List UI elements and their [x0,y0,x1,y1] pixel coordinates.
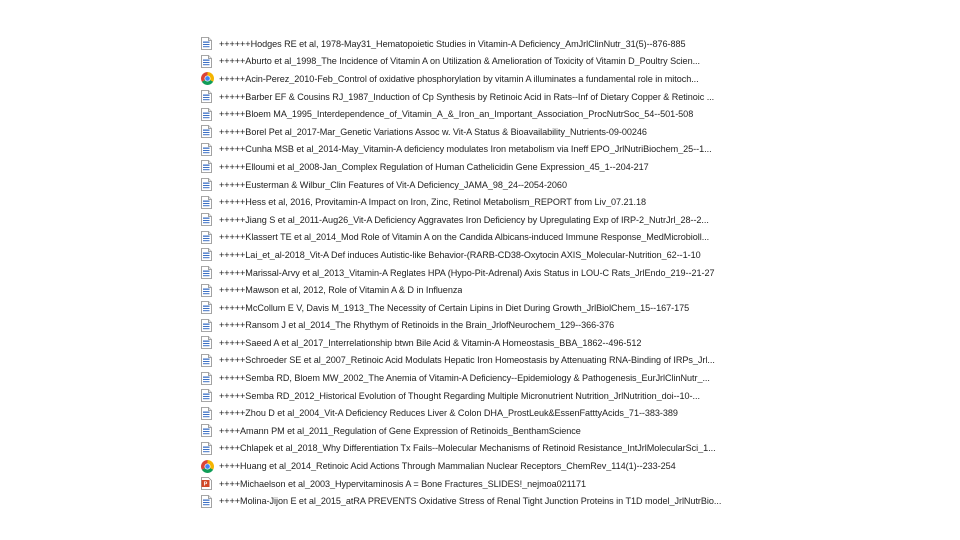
file-name[interactable]: +++++Ransom J et al_2014_The Rhythym of Retinoids in the Brain_JrlofNeurochem_129--366-376 [219,320,615,331]
document-icon [201,266,212,279]
file-name[interactable]: ++++Chlapek et al_2018_Why Differentiation Tx Fails--Molecular Mechanisms of Retinoid Resistance_IntJrlMolecularSci_1... [219,443,716,454]
document-icon [201,424,212,437]
file-row[interactable] [201,492,761,510]
file-name[interactable]: ++++++Hodges RE et al, 1978-May31_Hematopoietic Studies in Vitamin-A Deficiency_AmJrlClinNutr_31(5)--876-885 [219,38,686,49]
file-row[interactable] [201,70,761,88]
file-name[interactable]: +++++Eusterman & Wilbur_Clin Features of Vit-A Deficiency_JAMA_98_24--2054-2060 [219,179,567,190]
chrome-icon [201,72,212,85]
file-name[interactable]: +++++Cunha MSB et al_2014-May_Vitamin-A deficiency modulates Iron metabolism via Ineff EPO_JrlNutriBiochem_25--1... [219,144,712,155]
document-icon [201,178,212,191]
file-row[interactable] [201,35,761,53]
file-name[interactable]: +++++Aburto et al_1998_The Incidence of Vitamin A on Utilization & Amelioration of Toxicity of Vitamin D_Poultry Scien... [219,56,701,67]
document-icon [201,319,212,332]
file-name[interactable]: +++++Jiang S et al_2011-Aug26_Vit-A Deficiency Aggravates Iron Deficiency by Upregulating Exp of IRP-2_NutrJrl_28--2... [219,214,709,225]
file-row[interactable] [201,264,761,282]
file-row[interactable] [201,88,761,106]
file-row[interactable] [201,229,761,247]
file-row[interactable] [201,246,761,264]
file-row[interactable] [201,422,761,440]
file-name[interactable]: +++++Bloem MA_1995_Interdependence_of_Vitamin_A_&_Iron_an_Important_Association_ProcNutrSoc_54--501-508 [219,109,694,120]
document-icon [201,442,212,455]
document-icon [201,108,212,121]
file-name[interactable]: +++++Marissal-Arvy et al_2013_Vitamin-A Reglates HPA (Hypo-Pit-Adrenal) Axis Status in LOU-C Rats_JrlEndo_219--21-27 [219,267,715,278]
file-name[interactable]: +++++Lai_et_al-2018_Vit-A Def induces Autistic-like Behavior-(RARB-CD38-Oxytocin AXIS_Molecular-Nutrition_62--1-10 [219,249,701,260]
document-icon [201,389,212,402]
file-name[interactable]: ++++Amann PM et al_2011_Regulation of Gene Expression of Retinoids_BenthamScience [219,425,581,436]
file-name[interactable]: +++++Klassert TE et al_2014_Mod Role of Vitamin A on the Candida Albicans-induced Immune Response_MedMicrobioll... [219,232,710,243]
file-row[interactable] [201,317,761,335]
document-icon [201,213,212,226]
document-icon [201,143,212,156]
file-name[interactable]: +++++Elloumi et al_2008-Jan_Complex Regulation of Human Cathelicidin Gene Expression_45_1--204-217 [219,161,649,172]
slides-icon [201,477,212,490]
document-icon [201,231,212,244]
file-row[interactable] [201,281,761,299]
file-name[interactable]: +++++Acin-Perez_2010-Feb_Control of oxidative phosphorylation by vitamin A illuminates a fundamental role in mitoch... [219,73,699,84]
document-icon [201,196,212,209]
file-row[interactable] [201,211,761,229]
file-name[interactable]: +++++Barber EF & Cousins RJ_1987_Induction of Cp Synthesis by Retinoic Acid in Rats--Inf of Dietary Copper & Retinoic ... [219,91,715,102]
file-row[interactable] [201,193,761,211]
file-name[interactable]: +++++Saeed A et al_2017_Interrelationship btwn Bile Acid & Vitamin-A Homeostasis_BBA_1862--496-512 [219,337,642,348]
file-row[interactable] [201,176,761,194]
document-icon [201,301,212,314]
file-name[interactable]: +++++Schroeder SE et al_2007_Retinoic Acid Modulats Hepatic Iron Homeostasis by Attenuating RNA-Binding of IRPs_Jrl... [219,355,715,366]
file-row[interactable] [201,158,761,176]
file-row[interactable] [201,440,761,458]
document-icon [201,354,212,367]
chrome-icon [201,460,212,473]
file-name[interactable]: ++++Molina-Jijon E et al_2015_atRA PREVENTS Oxidative Stress of Renal Tight Junction Proteins in T1D model_JrlNutrBio... [219,496,722,507]
document-icon [201,160,212,173]
document-icon [201,284,212,297]
file-name[interactable]: +++++Semba RD_2012_Historical Evolution of Thought Regarding Multiple Micronutrient Nutrition_JrlNutrition_doi--10-... [219,390,700,401]
document-icon [201,372,212,385]
file-list [201,35,761,510]
file-row[interactable] [201,141,761,159]
file-row[interactable] [201,475,761,493]
file-row[interactable] [201,457,761,475]
file-name[interactable]: +++++Borel Pet al_2017-Mar_Genetic Variations Assoc w. Vit-A Status & Bioavailability_Nutrients-09-00246 [219,126,647,137]
file-name[interactable]: +++++Hess et al, 2016, Provitamin-A Impact on Iron, Zinc, Retinol Metabolism_REPORT from Liv_07.21.18 [219,197,647,208]
file-row[interactable] [201,299,761,317]
file-name[interactable]: +++++Zhou D et al_2004_Vit-A Deficiency Reduces Liver & Colon DHA_ProstLeuk&EssenFatttyAcids_71--383-389 [219,408,678,419]
file-row[interactable] [201,53,761,71]
document-icon [201,336,212,349]
document-icon [201,125,212,138]
file-row[interactable] [201,105,761,123]
document-icon [201,90,212,103]
file-name[interactable]: +++++Semba RD, Bloem MW_2002_The Anemia of Vitamin-A Deficiency--Epidemiology & Pathogenesis_EurJrlClinNutr_... [219,373,710,384]
file-row[interactable] [201,404,761,422]
document-icon [201,407,212,420]
file-row[interactable] [201,352,761,370]
document-icon [201,248,212,261]
file-name[interactable]: ++++Michaelson et al_2003_Hypervitaminosis A = Bone Fractures_SLIDES!_nejmoa021171 [219,478,587,489]
file-name[interactable]: +++++McCollum E V, Davis M_1913_The Necessity of Certain Lipins in Diet During Growth_JrlBiolChem_15--167-175 [219,302,690,313]
file-row[interactable] [201,123,761,141]
file-row[interactable] [201,334,761,352]
document-icon [201,55,212,68]
file-name[interactable]: ++++Huang et al_2014_Retinoic Acid Actions Through Mammalian Nuclear Receptors_ChemRev_114(1)--233-254 [219,461,676,472]
document-icon [201,37,212,50]
document-icon [201,495,212,508]
svg-text:P: P [203,481,208,488]
file-name[interactable]: +++++Mawson et al, 2012, Role of Vitamin A & D in Influenza [219,285,463,296]
file-row[interactable] [201,387,761,405]
file-row[interactable] [201,369,761,387]
